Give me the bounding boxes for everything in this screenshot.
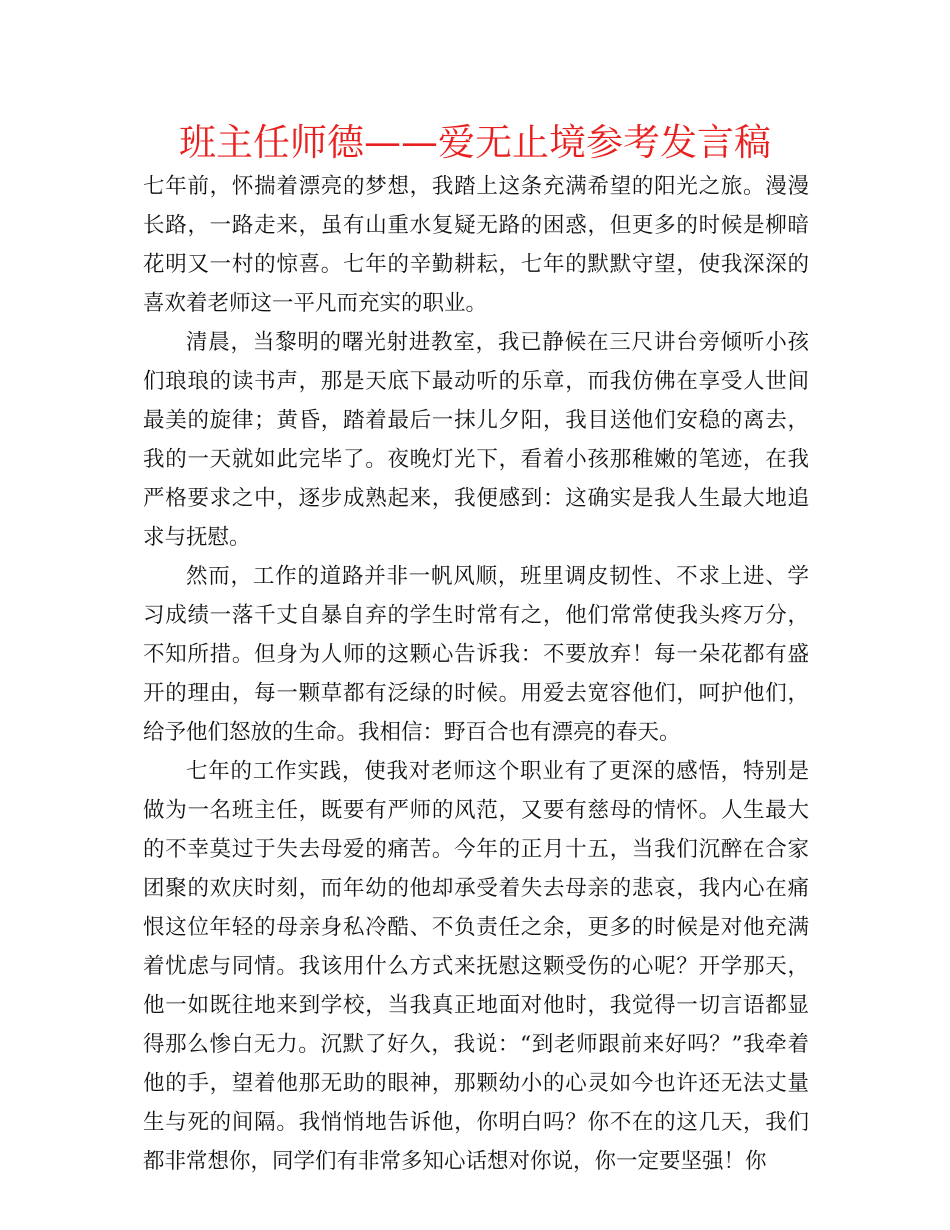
paragraph-1: 七年前，怀揣着漂亮的梦想，我踏上这条充满希望的阳光之旅。漫漫长路，一路走来，虽有山重水复疑无路的困惑，但更多的时候是柳暗花明又一村的惊喜。七年的辛勤耕耘，七年的默默守望，使我深深的喜欢着老师这一平凡而充实的职业。: [143, 174, 809, 316]
paragraph-3: 然而，工作的道路并非一帆风顺，班里调皮韧性、不求上进、学习成绩一落千丈自暴自弃的学生时常有之，他们常常使我头疼万分，不知所措。但身为人师的这颗心告诉我：不要放弃！每一朵花都有盛开的理由，每一颗草都有泛绿的时候。用爱去宽容他们，呵护他们，给予他们怒放的生命。我相信：野百合也有漂亮的春天。: [143, 564, 809, 745]
document-body: [143, 167, 809, 1181]
paragraph-4: 七年的工作实践，使我对老师这个职业有了更深的感悟，特别是做为一名班主任，既要有严师的风范，又要有慈母的情怀。人生最大的不幸莫过于失去母爱的痛苦。今年的正月十五，当我们沉醉在合家团聚的欢庆时刻，而年幼的他却承受着失去母亲的悲哀，我内心在痛恨这位年轻的母亲身私冷酷、不负责任之余，更多的时候是对他充满着忧虑与同情。我该用什么方式来抚慰这颗受伤的心呢？开学那天，他一如既往地来到学校，当我真正地面对他时，我觉得一切言语都显得那么惨白无力。沉默了好久，我说：“到老师跟前来好吗？”我牵着他的手，望着他那无助的眼神，那颗幼小的心灵如今也许还无法丈量生与死的间隔。我悄悄地告诉他，你明白吗？你不在的这几天，我们都非常想你，同学们有非常多知心话想对你说，你一定要坚强！你: [143, 759, 809, 1174]
paragraph-2: 清晨，当黎明的曙光射进教室，我已静候在三尺讲台旁倾听小孩们琅琅的读书声，那是天底下最动听的乐章，而我仿佛在享受人世间最美的旋律；黄昏，踏着最后一抹儿夕阳，我目送他们安稳的离去，我的一天就如此完毕了。夜晚灯光下，看着小孩那稚嫩的笔迹，在我严格要求之中，逐步成熟起来，我便感到：这确实是我人生最大地追求与抚慰。: [143, 330, 809, 550]
document-title: 班主任师德——爱无止境参考发言稿: [179, 121, 771, 164]
